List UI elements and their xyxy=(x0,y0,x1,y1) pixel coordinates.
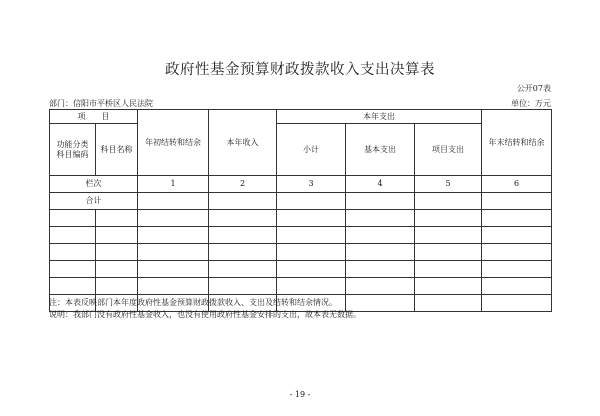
table-cell xyxy=(138,227,209,244)
notes-section xyxy=(49,297,361,321)
table-cell xyxy=(96,261,138,278)
project-header: 项 目 xyxy=(50,110,138,124)
index-cell: 3 xyxy=(277,176,346,193)
header-row-1 xyxy=(50,110,552,124)
table-cell xyxy=(482,210,552,227)
col-subtotal: 小计 xyxy=(277,124,346,176)
table-cell xyxy=(209,261,277,278)
table-cell xyxy=(50,244,96,261)
table-cell xyxy=(138,210,209,227)
table-cell xyxy=(415,210,482,227)
table-cell xyxy=(50,227,96,244)
table-cell xyxy=(415,244,482,261)
table-cell xyxy=(482,261,552,278)
table-cell xyxy=(482,227,552,244)
table-cell xyxy=(415,227,482,244)
table-row xyxy=(50,278,552,295)
col-basic-expense: 基本支出 xyxy=(346,124,415,176)
table-cell xyxy=(346,193,415,210)
table-row xyxy=(50,244,552,261)
col-project-expense: 项目支出 xyxy=(415,124,482,176)
col-subject-name: 科目名称 xyxy=(96,124,138,176)
table-cell xyxy=(346,244,415,261)
total-row xyxy=(50,193,552,210)
note-line: 注：本表反映部门本年度政府性基金预算财政拨款收入、支出及结转和结余情况。 xyxy=(49,298,337,307)
table-cell xyxy=(277,210,346,227)
table-cell xyxy=(138,278,209,295)
table-cell xyxy=(96,210,138,227)
header-row-2 xyxy=(50,124,552,176)
table-cell xyxy=(50,278,96,295)
col-expense-group: 本年支出 xyxy=(277,110,482,124)
fund-budget-table xyxy=(49,109,552,312)
table-cell xyxy=(277,278,346,295)
index-cell: 2 xyxy=(209,176,277,193)
total-label: 合计 xyxy=(50,193,138,210)
table-cell xyxy=(415,295,482,312)
department-label: 部门：信阳市平桥区人民法院 xyxy=(49,99,153,108)
table-cell xyxy=(277,227,346,244)
table-cell xyxy=(277,244,346,261)
index-cell: 6 xyxy=(482,176,552,193)
table-cell xyxy=(96,244,138,261)
table-row xyxy=(50,227,552,244)
table-cell xyxy=(415,278,482,295)
page-number: - 19 - xyxy=(289,390,311,399)
table-cell xyxy=(415,261,482,278)
table-cell xyxy=(209,193,277,210)
table-cell xyxy=(482,278,552,295)
table-cell xyxy=(482,193,552,210)
table-cell xyxy=(346,210,415,227)
table-cell xyxy=(138,193,209,210)
table-cell xyxy=(138,261,209,278)
unit-label: 单位：万元 xyxy=(511,99,551,108)
table-cell xyxy=(277,193,346,210)
form-code: 公开07表 xyxy=(516,84,551,93)
table-cell xyxy=(482,295,552,312)
table-cell xyxy=(346,227,415,244)
table-cell xyxy=(209,210,277,227)
table-cell xyxy=(209,227,277,244)
page-title: 政府性基金预算财政拨款收入支出决算表 xyxy=(165,62,435,78)
table-cell xyxy=(209,244,277,261)
index-cell: 1 xyxy=(138,176,209,193)
table-cell xyxy=(138,244,209,261)
table-cell xyxy=(96,227,138,244)
index-label: 栏次 xyxy=(50,176,138,193)
index-row xyxy=(50,176,552,193)
col-function-code: 功能分类 科目编码 xyxy=(50,124,96,176)
col-ending-balance: 年末结转和结余 xyxy=(482,110,552,176)
table-cell xyxy=(277,261,346,278)
table-cell xyxy=(50,210,96,227)
table-row xyxy=(50,210,552,227)
table-cell xyxy=(415,193,482,210)
table-cell xyxy=(346,278,415,295)
table-row xyxy=(50,261,552,278)
table-cell xyxy=(346,261,415,278)
explanation-line: 说明：我部门没有政府性基金收入，也没有使用政府性基金安排的支出，故本表无数据。 xyxy=(49,310,361,319)
table-cell xyxy=(50,261,96,278)
index-cell: 4 xyxy=(346,176,415,193)
table-cell xyxy=(96,278,138,295)
index-cell: 5 xyxy=(415,176,482,193)
col-beginning-balance: 年初结转和结余 xyxy=(138,110,209,176)
table-cell xyxy=(482,244,552,261)
table-cell xyxy=(209,278,277,295)
col-current-income: 本年收入 xyxy=(209,110,277,176)
